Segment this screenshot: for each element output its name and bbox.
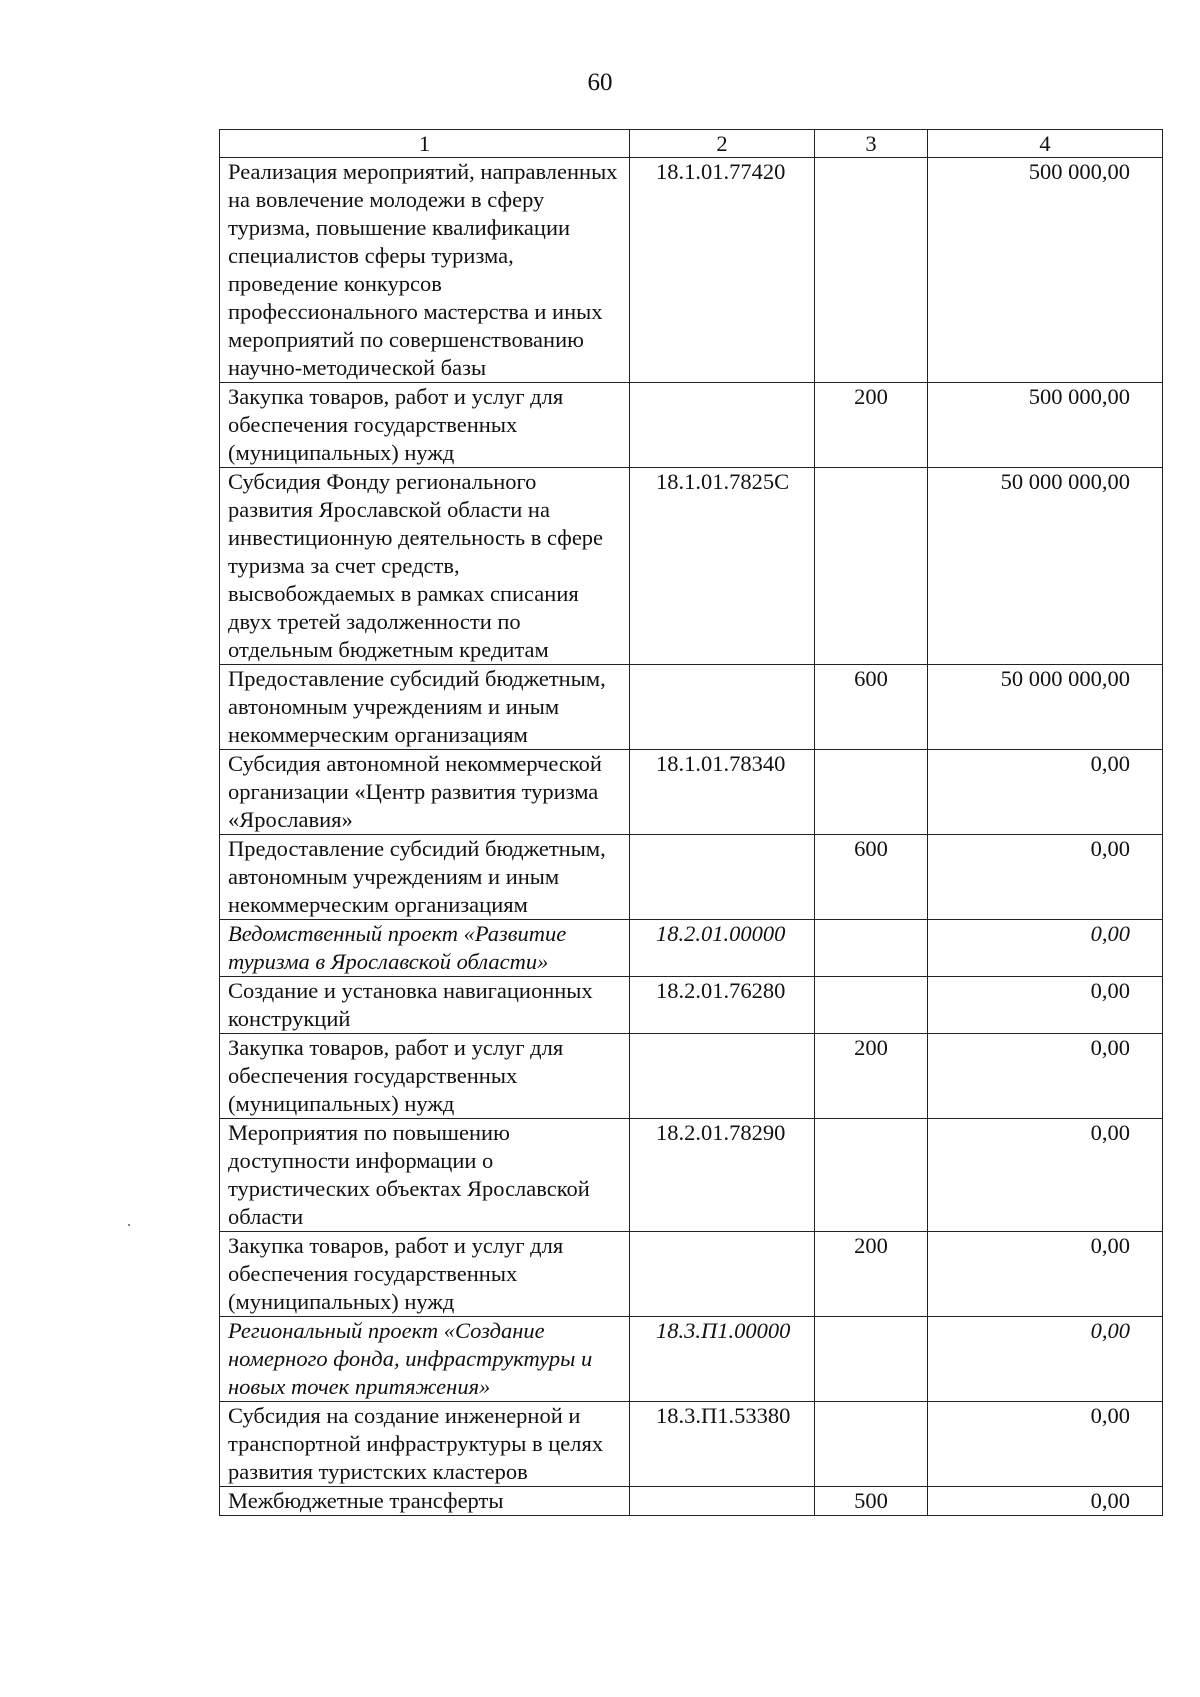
- header-cell-1: 1: [220, 130, 630, 158]
- header-cell-4: 4: [928, 130, 1163, 158]
- table-row: [220, 383, 1163, 468]
- row-code-cell: 18.1.01.78340: [630, 750, 815, 835]
- table-row: [220, 1119, 1163, 1232]
- row-expense-type-cell: [815, 750, 928, 835]
- table-header-row: [220, 130, 1163, 158]
- row-expense-type-cell: [815, 158, 928, 383]
- table-row: [220, 665, 1163, 750]
- row-sum-cell: 0,00: [928, 977, 1163, 1034]
- table-row: [220, 1232, 1163, 1317]
- row-code-cell: [630, 1034, 815, 1119]
- row-code-cell: 18.2.01.76280: [630, 977, 815, 1034]
- row-name-cell: Предоставление субсидий бюджетным, автономным учреждениям и иным некоммерческим организациям: [220, 835, 630, 920]
- row-expense-type-cell: [815, 1317, 928, 1402]
- row-expense-type-cell: 600: [815, 665, 928, 750]
- row-sum-cell: 0,00: [928, 835, 1163, 920]
- row-name-cell: Субсидия автономной некоммерческой организации «Центр развития туризма «Ярославия»: [220, 750, 630, 835]
- row-name-cell: Предоставление субсидий бюджетным, автономным учреждениям и иным некоммерческим организациям: [220, 665, 630, 750]
- row-code-cell: 18.3.П1.53380: [630, 1402, 815, 1487]
- row-name-cell: Закупка товаров, работ и услуг для обеспечения государственных (муниципальных) нужд: [220, 383, 630, 468]
- row-sum-cell: 0,00: [928, 1402, 1163, 1487]
- row-expense-type-cell: 200: [815, 383, 928, 468]
- row-expense-type-cell: [815, 977, 928, 1034]
- row-expense-type-cell: 500: [815, 1487, 928, 1516]
- row-sum-cell: 0,00: [928, 1232, 1163, 1317]
- row-code-cell: [630, 383, 815, 468]
- row-sum-cell: 0,00: [928, 920, 1163, 977]
- budget-table: [219, 129, 1163, 1516]
- page-number: 60: [587, 69, 613, 96]
- table-row: [220, 1402, 1163, 1487]
- row-sum-cell: 0,00: [928, 1034, 1163, 1119]
- row-name-cell: Субсидия Фонду регионального развития Ярославской области на инвестиционную деятельность в сфере туризма за счет средств, высвобождаемых в рамках списания двух третей задолженности по отдельным бюджетным кредитам: [220, 468, 630, 665]
- row-name-cell: Создание и установка навигационных конструкций: [220, 977, 630, 1034]
- table-row: [220, 977, 1163, 1034]
- row-name-cell: Закупка товаров, работ и услуг для обеспечения государственных (муниципальных) нужд: [220, 1232, 630, 1317]
- table-row: [220, 1034, 1163, 1119]
- table-row: [220, 1317, 1163, 1402]
- row-code-cell: [630, 1487, 815, 1516]
- row-code-cell: 18.2.01.78290: [630, 1119, 815, 1232]
- row-name-cell: Региональный проект «Создание номерного фонда, инфраструктуры и новых точек притяжения»: [220, 1317, 630, 1402]
- row-expense-type-cell: 200: [815, 1034, 928, 1119]
- scan-dot: [128, 1224, 130, 1226]
- row-name-cell: Ведомственный проект «Развитие туризма в Ярославской области»: [220, 920, 630, 977]
- row-sum-cell: 0,00: [928, 750, 1163, 835]
- table-row: [220, 835, 1163, 920]
- row-expense-type-cell: [815, 1119, 928, 1232]
- row-code-cell: 18.1.01.77420: [630, 158, 815, 383]
- row-expense-type-cell: 600: [815, 835, 928, 920]
- row-sum-cell: 0,00: [928, 1317, 1163, 1402]
- row-sum-cell: 500 000,00: [928, 158, 1163, 383]
- row-code-cell: 18.3.П1.00000: [630, 1317, 815, 1402]
- row-name-cell: Реализация мероприятий, направленных на вовлечение молодежи в сферу туризма, повышение квалификации специалистов сферы туризма, проведение конкурсов профессионального мастерства и иных мероприятий по совершенствованию научно-методической базы: [220, 158, 630, 383]
- row-sum-cell: 50 000 000,00: [928, 468, 1163, 665]
- row-expense-type-cell: [815, 1402, 928, 1487]
- row-sum-cell: 0,00: [928, 1487, 1163, 1516]
- row-sum-cell: 50 000 000,00: [928, 665, 1163, 750]
- table-row: [220, 920, 1163, 977]
- row-name-cell: Мероприятия по повышению доступности информации о туристических объектах Ярославской области: [220, 1119, 630, 1232]
- table-row: [220, 1487, 1163, 1516]
- row-expense-type-cell: [815, 468, 928, 665]
- row-sum-cell: 500 000,00: [928, 383, 1163, 468]
- row-code-cell: [630, 835, 815, 920]
- table-row: [220, 158, 1163, 383]
- row-expense-type-cell: 200: [815, 1232, 928, 1317]
- row-name-cell: Субсидия на создание инженерной и транспортной инфраструктуры в целях развития туристских кластеров: [220, 1402, 630, 1487]
- row-code-cell: 18.1.01.7825С: [630, 468, 815, 665]
- header-cell-2: 2: [630, 130, 815, 158]
- table-body: [220, 130, 1163, 1516]
- row-expense-type-cell: [815, 920, 928, 977]
- row-name-cell: Закупка товаров, работ и услуг для обеспечения государственных (муниципальных) нужд: [220, 1034, 630, 1119]
- table-row: [220, 750, 1163, 835]
- row-code-cell: [630, 665, 815, 750]
- row-code-cell: 18.2.01.00000: [630, 920, 815, 977]
- header-cell-3: 3: [815, 130, 928, 158]
- row-sum-cell: 0,00: [928, 1119, 1163, 1232]
- row-code-cell: [630, 1232, 815, 1317]
- table-row: [220, 468, 1163, 665]
- row-name-cell: Межбюджетные трансферты: [220, 1487, 630, 1516]
